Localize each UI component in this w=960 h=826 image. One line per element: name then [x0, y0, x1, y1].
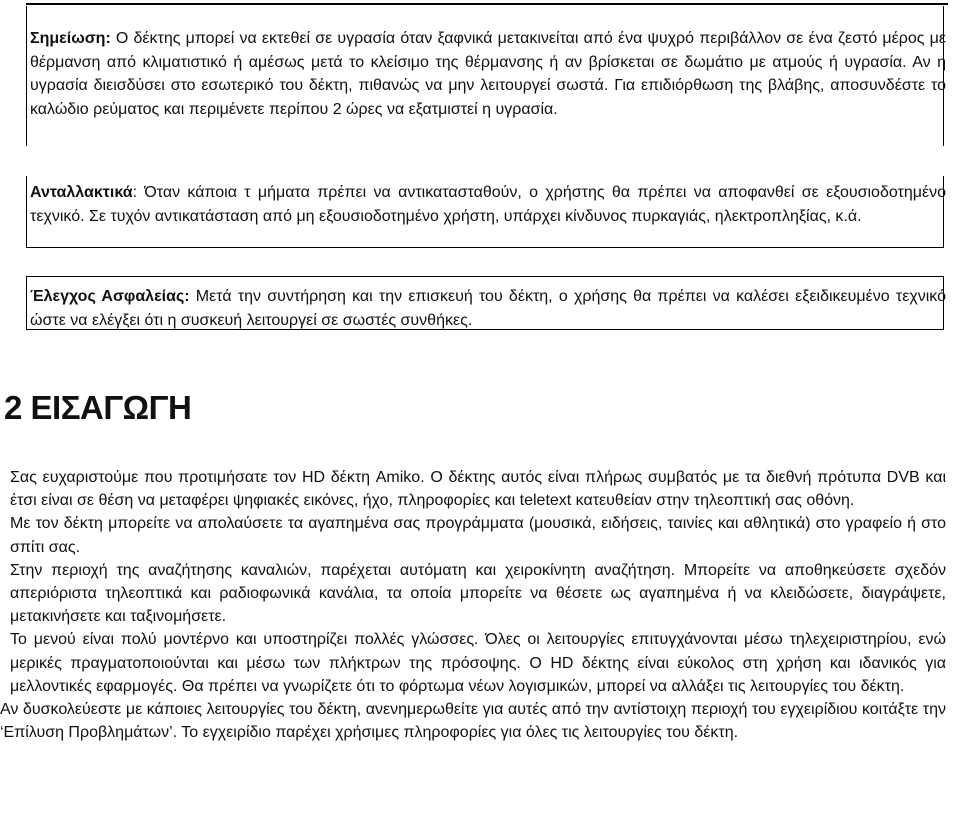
replacement-label: Ανταλλακτικά: [30, 184, 133, 201]
note-label: Σημείωση:: [30, 30, 111, 47]
safety-check-paragraph: [30, 285, 946, 332]
section-heading: 2 ΕΙΣΑΓΩΓΗ: [4, 389, 192, 426]
safety-check-text: Μετά την συντήρηση και την επισκευή του δέκτη, ο χρήσης θα πρέπει να καλέσει εξειδικευμένο τεχνικό ώστε να ελέγξει ότι η συσκευή λειτουργεί σε σωστές συνθήκες.: [30, 288, 946, 329]
note-paragraph: [30, 27, 946, 121]
safety-check-label: Έλεγχος Ασφαλείας:: [30, 288, 190, 305]
intro-paragraph-1: Σας ευχαριστούμε που προτιμήσατε τον HD δέκτη Amiko. O δέκτης αυτός είναι πλήρως συμβατός με τα διεθνή πρότυπα DVB και έτσι είναι σε θέση να μεταφέρει ψηφιακές εικόνες, ήχο, πληροφορίες και teletext κατευθείαν στην τηλεοπτική σας οθόνη.: [10, 469, 946, 510]
intro-paragraph-2: Με τον δέκτη μπορείτε να απολαύσετε τα αγαπημένα σας προγράμματα (μουσικά, ειδήσεις, ταινίες και αθλητικά) στο γραφείο ή στο σπίτι σας.: [10, 515, 946, 556]
replacement-text: : Όταν κάποια τ μήματα πρέπει να αντικατασταθούν, ο χρήστης θα πρέπει να αποφανθεί σε εξουσιοδοτημένο τεχνικό. Σε τυχόν αντικατάσταση από μη εξουσιοδοτημένο χρήστη, υπάρχει κίνδυνος πυρκαγιάς, ηλεκτροπληξίας, κ.ά.: [30, 184, 946, 225]
replacement-paragraph: [30, 181, 946, 228]
intro-section: [0, 466, 946, 744]
intro-paragraph-4: Το μενού είναι πολύ μοντέρνο και υποστηρίζει πολλές γλώσσες. Όλες οι λειτουργίες επιτυγχάνονται μέσω τηλεχειριστηρίου, ενώ μερικές πραγματοποιούνται και μέσω των πλήκτρων της πρόσοψης. Ο HD δέκτης είναι εύκολος στη χρήση και ιδανικός για μελλοντικές εφαρμογές. Θα πρέπει να γνωρίζετε ότι το φόρτωμα νέων λογισμικών, μπορεί να αλλάξει τις λειτουργίες του δέκτη.: [10, 631, 946, 695]
note-text: O δέκτης μπορεί να εκτεθεί σε υγρασία όταν ξαφνικά μετακινείται από ένα ψυχρό περιβάλλον σε ένα ζεστό μέρος με θέρμανση από κλιματιστικό ή αμέσως μετά το κλείσιμο της θέρμανσης ή αν βρίσκεται σε δωμάτιο με ατμούς ή υγρασία. Αν η υγρασία διεισδύσει στο εσωτερικό του δέκτη, πιθανώς να μην λειτουργεί σωστά. Για επιδιόρθωση της βλάβης, αποσυνδέστε το καλώδιο ρεύματος και περιμένετε περίπου 2 ώρες να εξατμιστεί η υγρασία.: [30, 30, 946, 118]
intro-paragraph-3: Στην περιοχή της αναζήτησης καναλιών, παρέχεται αυτόματη και χειροκίνητη αναζήτηση. Μπορείτε να αποθηκεύσετε σχεδόν απεριόριστα τηλεοπτικά και ραδιοφωνικά κανάλια, τα οποία μπορείτε να θέσετε ως αγαπημένα ή να κλειδώσετε, διαγράψετε, μετακινήσετε και ταξινομήσετε.: [10, 561, 946, 626]
top-border-rule: [26, 3, 948, 5]
intro-paragraph-5: Αν δυσκολεύεστε με κάποιες λειτουργίες του δέκτη, ανενημερωθείτε για αυτές από την αντίστοιχη περιοχή του εγχειρίδιου κοιτάξτε την ‘Επίλυση Προβλημάτων’. Το εγχειρίδιο παρέχει χρήσιμες πληροφορίες για όλες τις λειτουργίες του δέκτη.: [0, 701, 946, 742]
